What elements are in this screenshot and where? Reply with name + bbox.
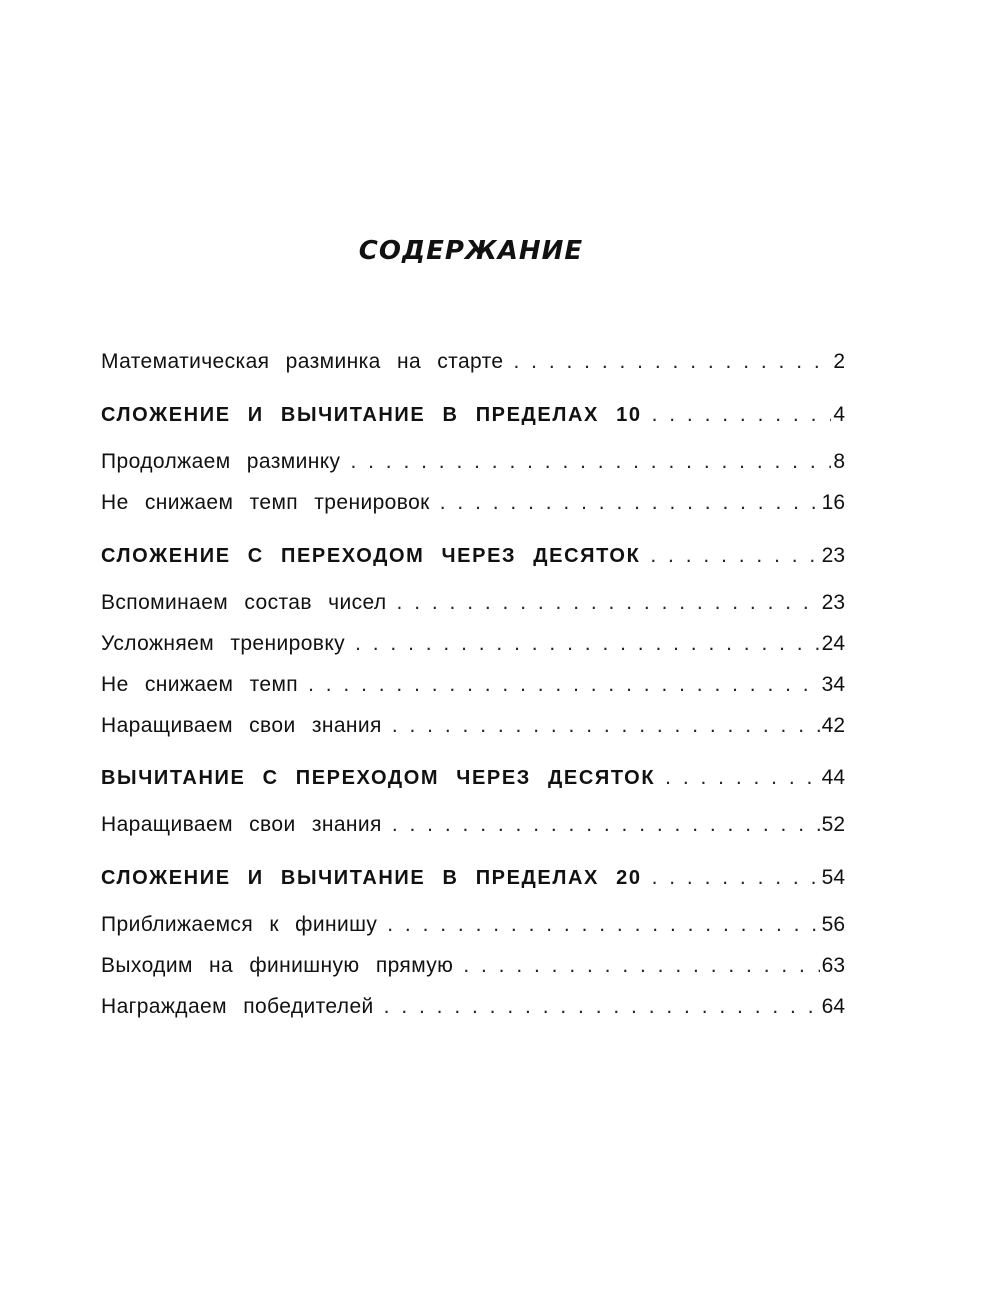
- toc-entry[interactable]: [101, 992, 845, 1022]
- toc-page-number: 16: [821, 491, 845, 514]
- dot-leader: [392, 711, 820, 741]
- toc-section-entry[interactable]: [101, 863, 845, 893]
- toc-page-number: 2: [833, 350, 845, 373]
- dot-leader: [397, 588, 820, 618]
- dot-leader: [652, 400, 832, 430]
- toc-section-title: ВЫЧИТАНИЕ С ПЕРЕХОДОМ ЧЕРЕЗ ДЕСЯТОК: [101, 767, 656, 789]
- toc-section-title: СЛОЖЕНИЕ И ВЫЧИТАНИЕ В ПРЕДЕЛАХ 20: [101, 867, 642, 889]
- toc-entry-title: Математическая разминка на старте: [101, 350, 504, 373]
- toc-entry-title: Усложняем тренировку: [101, 632, 346, 655]
- dot-leader: [652, 863, 820, 893]
- toc-entry[interactable]: [101, 588, 845, 618]
- toc-entry[interactable]: [101, 347, 845, 377]
- dot-leader: [440, 488, 820, 518]
- toc-page-number: 63: [821, 954, 845, 977]
- toc-page-number: 4: [833, 403, 845, 426]
- dot-leader: [384, 992, 820, 1022]
- toc-entry[interactable]: [101, 810, 845, 840]
- toc-page-number: 23: [821, 591, 845, 614]
- dot-leader: [308, 670, 820, 700]
- toc-entry[interactable]: [101, 488, 845, 518]
- toc-entry[interactable]: [101, 670, 845, 700]
- toc-page-number: 34: [821, 673, 845, 696]
- toc-section-entry[interactable]: [101, 541, 845, 571]
- toc-entry[interactable]: [101, 711, 845, 741]
- page-title: СОДЕРЖАНИЕ: [358, 236, 584, 266]
- dot-leader: [350, 447, 831, 477]
- toc-page-number: 24: [821, 632, 845, 655]
- toc-entry[interactable]: [101, 447, 845, 477]
- toc-entry-title: Награждаем победителей: [101, 995, 374, 1018]
- dot-leader: [355, 629, 820, 659]
- toc-entry[interactable]: [101, 951, 845, 981]
- toc-entry-title: Приближаемся к финишу: [101, 913, 378, 936]
- toc-page-number: 52: [821, 813, 845, 836]
- toc-page-number: 23: [821, 544, 845, 567]
- toc-entry-title: Вспоминаем состав чисел: [101, 591, 387, 614]
- dot-leader: [392, 810, 820, 840]
- toc-page-number: 64: [821, 995, 845, 1018]
- toc-entry-title: Выходим на финишную прямую: [101, 954, 454, 977]
- toc-entry[interactable]: [101, 629, 845, 659]
- toc-entry-title: Продолжаем разминку: [101, 450, 341, 473]
- toc-entry-title: Наращиваем свои знания: [101, 813, 382, 836]
- toc-section-entry[interactable]: [101, 400, 845, 430]
- toc-section-entry[interactable]: [101, 763, 845, 793]
- toc-page-number: 54: [821, 866, 845, 889]
- toc-page-number: 44: [821, 766, 845, 789]
- toc-page-number: 42: [821, 714, 845, 737]
- dot-leader: [387, 910, 819, 940]
- table-of-contents: [101, 0, 845, 1300]
- toc-entry[interactable]: [101, 910, 845, 940]
- dot-leader: [463, 951, 819, 981]
- toc-section-title: СЛОЖЕНИЕ И ВЫЧИТАНИЕ В ПРЕДЕЛАХ 10: [101, 404, 642, 426]
- toc-page-number: 8: [833, 450, 845, 473]
- toc-entry-title: Наращиваем свои знания: [101, 714, 382, 737]
- dot-leader: [650, 541, 819, 571]
- dot-leader: [514, 347, 832, 377]
- toc-entry-title: Не снижаем темп: [101, 673, 299, 696]
- toc-section-title: СЛОЖЕНИЕ С ПЕРЕХОДОМ ЧЕРЕЗ ДЕСЯТОК: [101, 545, 641, 567]
- toc-entry-title: Не снижаем темп тренировок: [101, 491, 430, 514]
- toc-page-number: 56: [821, 913, 845, 936]
- dot-leader: [665, 763, 819, 793]
